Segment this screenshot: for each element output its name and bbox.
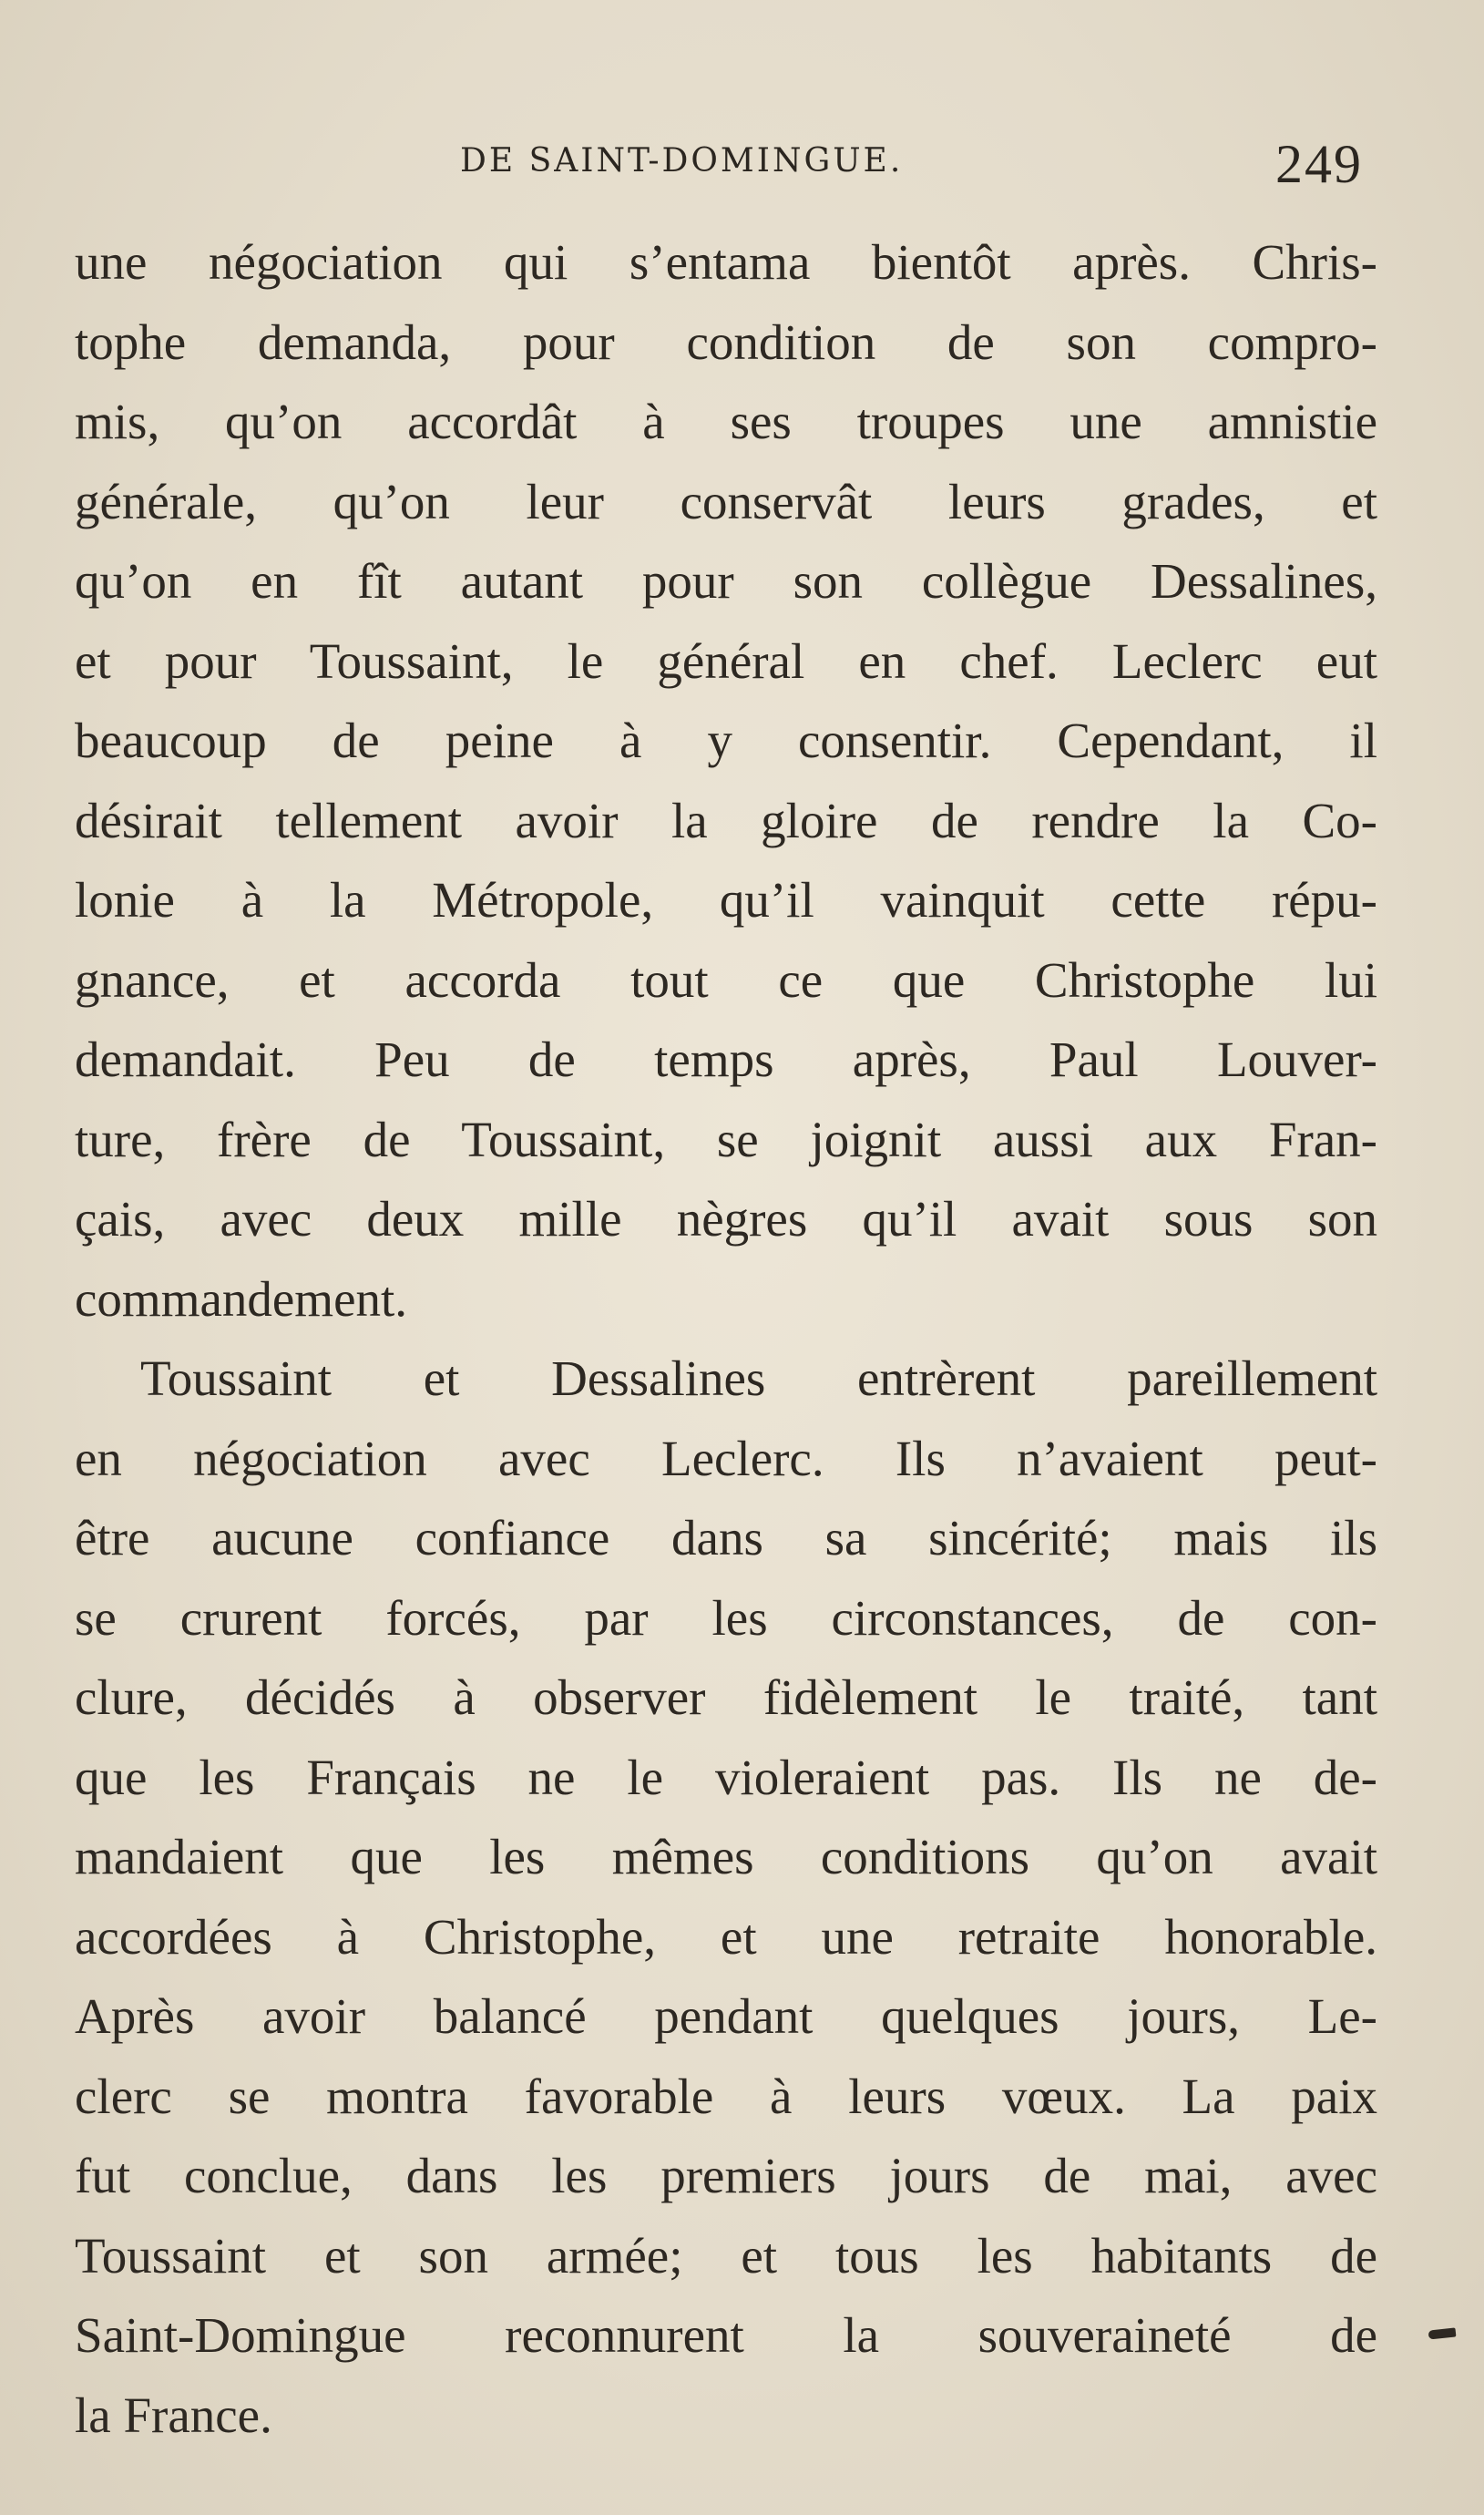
paragraph-2	[75, 1339, 1377, 2455]
text-line: générale, qu’on leur conservât leurs grades, et	[75, 473, 1377, 529]
text-line: désirait tellement avoir la gloire de rendre la Co-	[75, 792, 1377, 848]
body-text	[75, 222, 1377, 2455]
text-line: Toussaint et Dessalines entrèrent pareillement	[140, 1350, 1377, 1406]
text-line: lonie à la Métropole, qu’il vainquit cette répu-	[75, 872, 1377, 928]
text-line: beaucoup de peine à y consentir. Cependant, il	[75, 713, 1377, 768]
paragraph-1	[75, 222, 1377, 1339]
text-line: être aucune confiance dans sa sincérité; mais ils	[75, 1510, 1377, 1565]
ink-mark	[1428, 2327, 1457, 2339]
text-line: Après avoir balancé pendant quelques jours, Le-	[75, 1988, 1377, 2044]
text-line: se crurent forcés, par les circonstances, de con-	[75, 1589, 1377, 1646]
text-line: commandement.	[75, 1270, 408, 1327]
text-line: la France.	[75, 2387, 272, 2443]
text-line: accordées à Christophe, et une retraite honorable.	[75, 1908, 1377, 1965]
running-head	[0, 134, 1484, 210]
text-line: que les Français ne le violeraient pas. Ils ne de-	[75, 1749, 1377, 1805]
text-line: fut conclue, dans les premiers jours de mai, avec	[75, 2148, 1377, 2203]
text-line: et pour Toussaint, le général en chef. Leclerc eut	[75, 632, 1377, 689]
text-line: clure, décidés à observer fidèlement le traité, tant	[75, 1669, 1377, 1725]
text-line: demandait. Peu de temps après, Paul Louver-	[75, 1032, 1377, 1087]
text-line: en négociation avec Leclerc. Ils n’avaient peut-	[75, 1430, 1377, 1486]
page-number: 249	[1275, 134, 1363, 194]
text-line: ture, frère de Toussaint, se joignit aussi aux Fran-	[75, 1111, 1377, 1167]
text-line: mis, qu’on accordât à ses troupes une amnistie	[75, 394, 1377, 449]
text-line: çais, avec deux mille nègres qu’il avait sous son	[75, 1191, 1377, 1247]
text-line: gnance, et accorda tout ce que Christophe lui	[75, 951, 1377, 1008]
text-line: Saint-Domingue reconnurent la souveraineté de	[75, 2307, 1377, 2363]
text-line: clerc se montra favorable à leurs vœux. La paix	[75, 2068, 1377, 2124]
text-line: qu’on en fît autant pour son collègue Dessalines,	[75, 553, 1377, 609]
text-line: mandaient que les mêmes conditions qu’on avait	[75, 1829, 1377, 1884]
text-line: une négociation qui s’entama bientôt après. Chris-	[75, 234, 1377, 290]
text-line: Toussaint et son armée; et tous les habitants de	[75, 2227, 1377, 2284]
running-title: DE SAINT-DOMINGUE.	[460, 142, 904, 180]
text-line: tophe demanda, pour condition de son compro-	[75, 313, 1377, 370]
